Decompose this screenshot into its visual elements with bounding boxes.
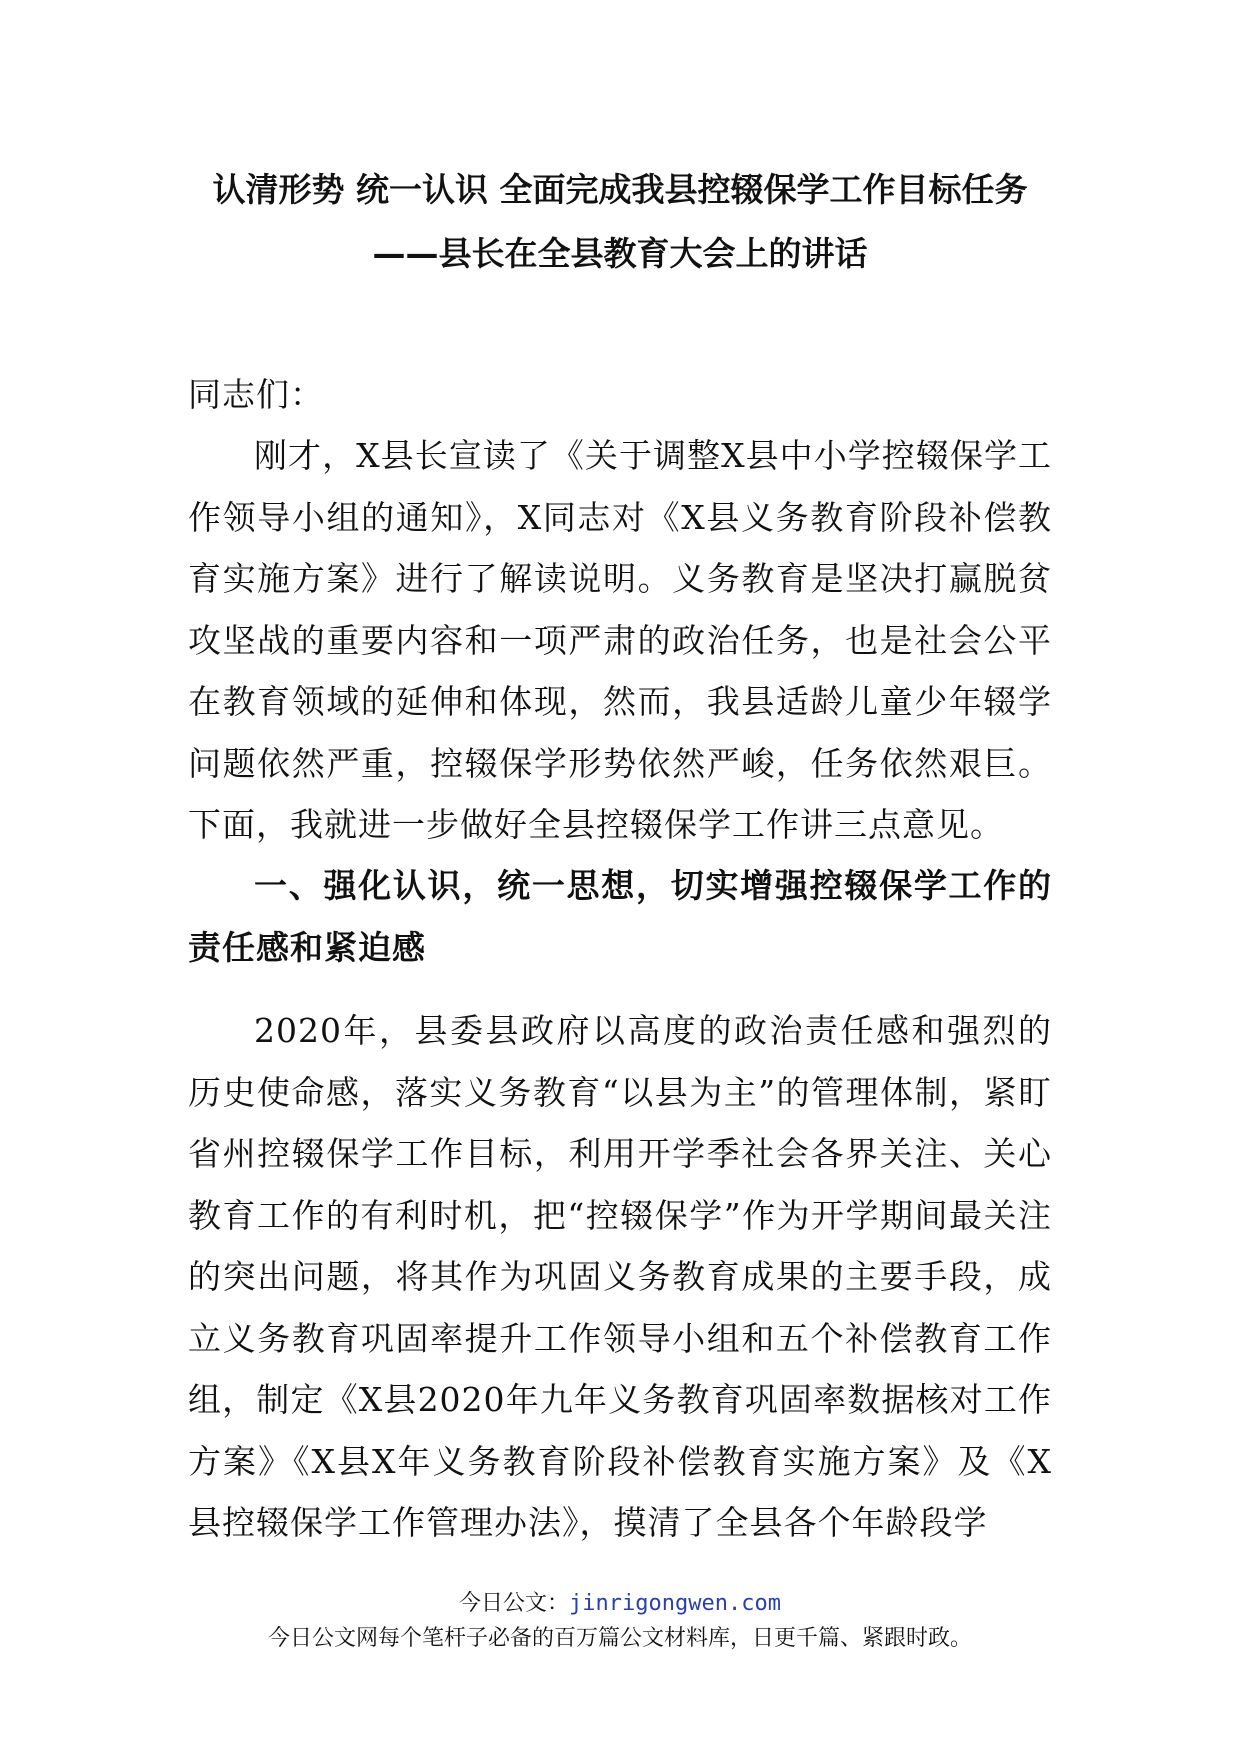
paragraph-1: 刚才，X县长宣读了《关于调整X县中小学控辍保学工作领导小组的通知》，X同志对《X县义务教育阶段补偿教育实施方案》进行了解读说明。义务教育是坚决打赢脱贫攻坚战的重要内容和一项严肃的政治任务，也是社会公平在教育领域的延伸和体现，然而，我县适龄儿童少年辍学问题依然严重，控辍保学形势依然严峻，任务依然艰巨。下面，我就进一步做好全县控辍保学工作讲三点意见。 [188, 436, 1052, 844]
footer-source [0, 1590, 1240, 1618]
section-heading-1: 一、强化认识，统一思想，切实增强控辍保学工作的责任感和紧迫感 [188, 866, 1052, 967]
paragraph-2: 2020年，县委县政府以高度的政治责任感和强烈的历史使命感，落实义务教育“以县为主”的管理体制，紧盯省州控辍保学工作目标，利用开学季社会各界关注、关心教育工作的有利时机，把“控辍保学”作为开学期间最关注的突出问题，将其作为巩固义务教育成果的主要手段，成立义务教育巩固率提升工作领导小组和五个补偿教育工作组，制定《X县2020年九年义务教育巩固率数据核对工作方案》《X县X年义务教育阶段补偿教育实施方案》及《X县控辍保学工作管理办法》，摸清了全县各个年龄段学 [188, 1011, 1052, 1542]
footer-source-label: 今日公文： [459, 1591, 570, 1616]
footer-slogan: 今日公文网每个笔杆子必备的百万篇公文材料库，日更千篇、紧跟时政。 [267, 1626, 972, 1651]
salutation: 同志们： [188, 375, 324, 414]
document-subtitle: ——县长在全县教育大会上的讲话 [372, 234, 868, 273]
footer-url-link[interactable]: jinrigongwen.com [569, 1591, 781, 1616]
document-title: 认清形势 统一认识 全面完成我县控辍保学工作目标任务 [212, 170, 1028, 209]
